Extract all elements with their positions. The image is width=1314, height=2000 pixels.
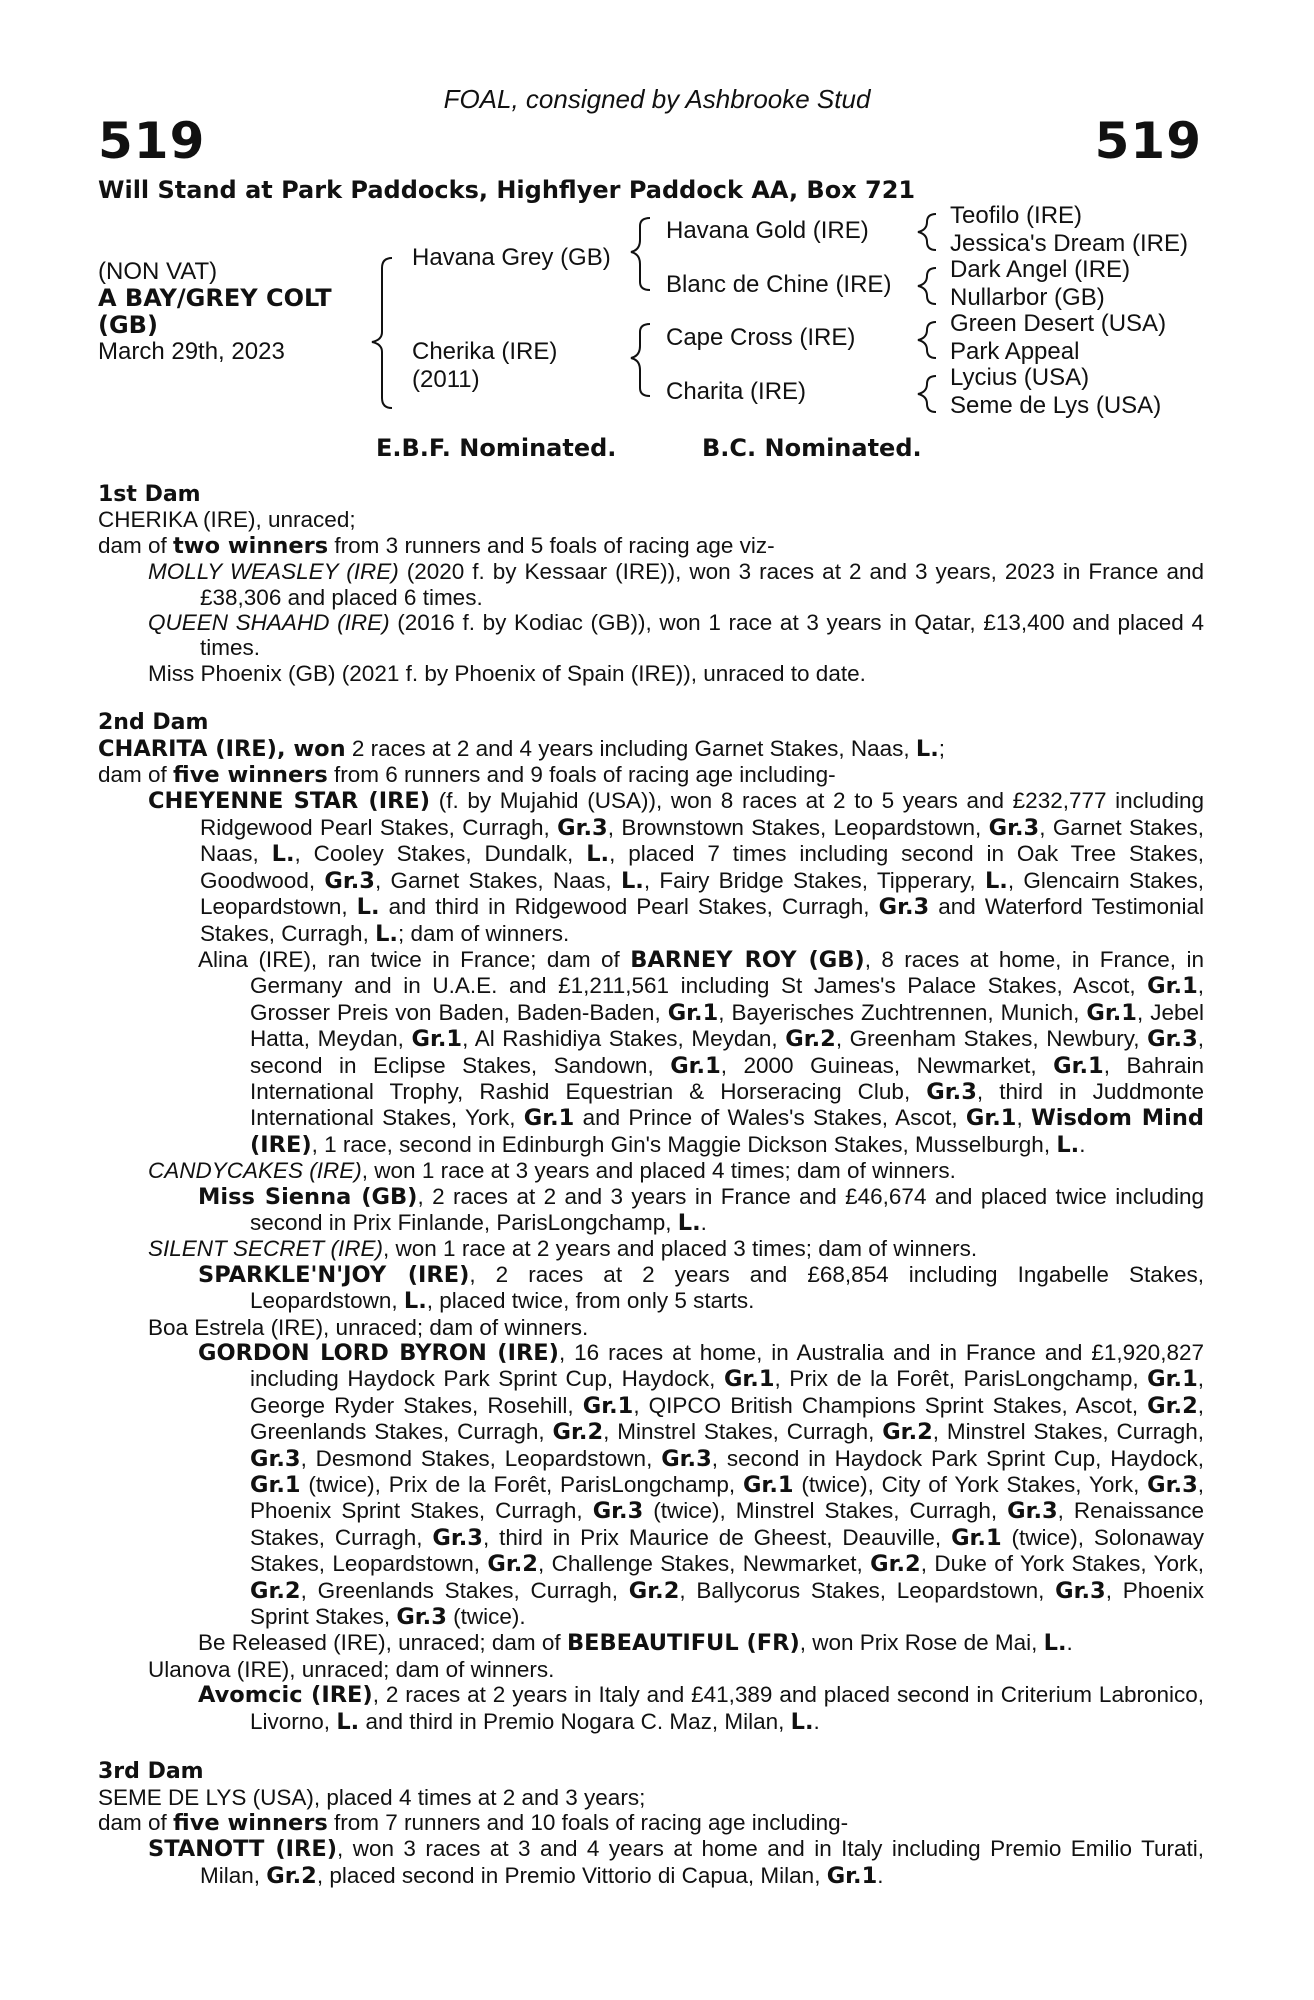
produce-entry: QUEEN SHAAHD (IRE) (2016 f. by Kodiac (GB)), won 1 race at 3 years in Qatar, £13,400 and placed 4 times. [148, 610, 1204, 661]
stabling-location: Will Stand at Park Paddocks, Highflyer Paddock AA, Box 721 [98, 176, 916, 204]
produce-entry: SPARKLE'N'JOY (IRE), 2 races at 2 years and £68,854 including Ingabelle Stakes, Leopardstown, L., placed twice, from only 5 starts. [198, 1261, 1204, 1315]
first-dam-produce-summary: dam of two winners from 3 runners and 5 foals of racing age viz- [98, 532, 775, 559]
foal-date-of-birth: March 29th, 2023 [98, 338, 285, 365]
second-dam-produce-summary: dam of five winners from 6 runners and 9 foals of racing age including- [98, 762, 836, 789]
ancestor-7: Lycius (USA) [950, 364, 1090, 391]
dam-foaling-year: (2011) [412, 366, 480, 393]
produce-entry: Be Released (IRE), unraced; dam of BEBEAUTIFUL (FR), won Prix Rose de Mai, L.. [198, 1630, 1073, 1657]
third-dam-produce-summary: dam of five winners from 7 runners and 10 foals of racing age including- [98, 1809, 849, 1836]
produce-entry: Alina (IRE), ran twice in France; dam of BARNEY ROY (GB), 8 races at home, in France, in Germany and in U.A.E. and £1,211,561 including St James's Palace Stakes, Ascot, Gr.1, Grosser Preis von Baden, Baden-Baden, Gr.1, Bayerisches Zuchtrennen, Munich, Gr.1, Jebel Hatta, Meydan, Gr.1, Al Rashidiya Stakes, Meydan, Gr.2, Greenham Stakes, Newbury, Gr.3, second in Eclipse Stakes, Sandown, Gr.1, 2000 Guineas, Newmarket, Gr.1, Bahrain International Trophy, Rashid Equestrian & Horseracing Club, Gr.3, third in Juddmonte International Stakes, York, Gr.1 and Prince of Wales's Stakes, Ascot, Gr.1, Wisdom Mind (IRE), 1 race, second in Edinburgh Gin's Maggie Dickson Stakes, Musselburgh, L.. [198, 946, 1205, 1158]
ancestor-8: Seme de Lys (USA) [950, 392, 1162, 419]
produce-entry: MOLLY WEASLEY (IRE) (2020 f. by Kessaar (IRE)), won 3 races at 2 and 3 years, 2023 in France and £38,306 and placed 6 times. [148, 559, 1204, 610]
second-dam-line: CHARITA (IRE), won 2 races at 2 and 4 years including Garnet Stakes, Naas, L.; [98, 735, 946, 762]
dam-dam: Charita (IRE) [666, 378, 807, 405]
produce-entry: GORDON LORD BYRON (IRE), 16 races at home, in Australia and in France and £1,920,827 including Haydock Park Sprint Cup, Haydock, Gr.1, Prix de la Forêt, ParisLongchamp, Gr.1, George Ryder Stakes, Rosehill, Gr.1, QIPCO British Champions Sprint Stakes, Ascot, Gr.2, Greenlands Stakes, Curragh, Gr.2, Minstrel Stakes, Curragh, Gr.2, Minstrel Stakes, Curragh, Gr.3, Desmond Stakes, Leopardstown, Gr.3, second in Haydock Park Sprint Cup, Haydock, Gr.1 (twice), Prix de la Forêt, ParisLongchamp, Gr.1 (twice), City of York Stakes, York, Gr.3, Phoenix Sprint Stakes, Curragh, Gr.3 (twice), Minstrel Stakes, Curragh, Gr.3, Renaissance Stakes, Curragh, Gr.3, third in Prix Maurice de Gheest, Deauville, Gr.1 (twice), Solonaway Stakes, Leopardstown, Gr.2, Challenge Stakes, Newmarket, Gr.2, Duke of York Stakes, York, Gr.2, Greenlands Stakes, Curragh, Gr.2, Ballycorus Stakes, Leopardstown, Gr.3, Phoenix Sprint Stakes, Gr.3 (twice). [198, 1340, 1205, 1631]
dam-name: Cherika (IRE) [412, 338, 558, 365]
second-dam-heading: 2nd Dam [98, 710, 209, 736]
produce-entry: Miss Phoenix (GB) (2021 f. by Phoenix of Spain (IRE)), unraced to date. [148, 660, 866, 686]
dam-sire: Cape Cross (IRE) [666, 324, 856, 351]
ebf-nomination: E.B.F. Nominated. [376, 434, 617, 462]
produce-entry: Ulanova (IRE), unraced; dam of winners. [148, 1656, 555, 1682]
third-dam-line: SEME DE LYS (USA), placed 4 times at 2 and 3 years; [98, 1784, 646, 1810]
ancestor-3: Dark Angel (IRE) [950, 256, 1131, 283]
sire-sire: Havana Gold (IRE) [666, 217, 869, 244]
lot-number-left: 519 [98, 112, 206, 170]
bc-nomination: B.C. Nominated. [702, 434, 922, 462]
vat-status: (NON VAT) [98, 258, 218, 285]
ancestor-5: Green Desert (USA) [950, 310, 1167, 337]
produce-entry: STANOTT (IRE), won 3 races at 3 and 4 years at home and in Italy including Premio Emilio Turati, Milan, Gr.2, placed second in Premio Vittorio di Capua, Milan, Gr.1. [148, 1836, 1204, 1889]
lot-number-right: 519 [1094, 112, 1202, 170]
produce-entry: Miss Sienna (GB), 2 races at 2 and 3 years in France and £46,674 and placed twice including second in Prix Finlande, ParisLongchamp, L.. [198, 1183, 1205, 1236]
produce-entry: Avomcic (IRE), 2 races at 2 years in Italy and £41,389 and placed second in Criterium Labronico, Livorno, L. and third in Premio Nogara C. Maz, Milan, L.. [198, 1682, 1205, 1735]
produce-entry: SILENT SECRET (IRE), won 1 race at 2 years and placed 3 times; dam of winners. [148, 1236, 978, 1262]
ancestor-6: Park Appeal [950, 338, 1080, 365]
pedigree-brackets [0, 0, 1314, 430]
foal-country: (GB) [98, 311, 158, 339]
sire-dam: Blanc de Chine (IRE) [666, 271, 892, 298]
produce-entry: CHEYENNE STAR (IRE) (f. by Mujahid (USA)), won 8 races at 2 to 5 years and £232,777 including Ridgewood Pearl Stakes, Curragh, Gr.3, Brownstown Stakes, Leopardstown, Gr.3, Garnet Stakes, Naas, L., Cooley Stakes, Dundalk, L., placed 7 times including second in Oak Tree Stakes, Goodwood, Gr.3, Garnet Stakes, Naas, L., Fairy Bridge Stakes, Tipperary, L., Glencairn Stakes, Leopardstown, L. and third in Ridgewood Pearl Stakes, Curragh, Gr.3 and Waterford Testimonial Stakes, Curragh, L.; dam of winners. [148, 788, 1205, 947]
third-dam-heading: 3rd Dam [98, 1759, 204, 1785]
sire-name: Havana Grey (GB) [412, 244, 611, 271]
consignor-line: FOAL, consigned by Ashbrooke Stud [443, 84, 871, 114]
catalogue-body [98, 482, 1204, 1889]
first-dam-line: CHERIKA (IRE), unraced; [98, 507, 356, 533]
ancestor-4: Nullarbor (GB) [950, 284, 1105, 311]
foal-sex-colour: A BAY/GREY COLT [98, 284, 332, 312]
produce-entry: Boa Estrela (IRE), unraced; dam of winners. [148, 1314, 589, 1340]
first-dam-heading: 1st Dam [98, 482, 201, 507]
ancestor-1: Teofilo (IRE) [950, 202, 1083, 229]
produce-entry: CANDYCAKES (IRE), won 1 race at 3 years and placed 4 times; dam of winners. [148, 1158, 956, 1184]
ancestor-2: Jessica's Dream (IRE) [950, 230, 1188, 257]
